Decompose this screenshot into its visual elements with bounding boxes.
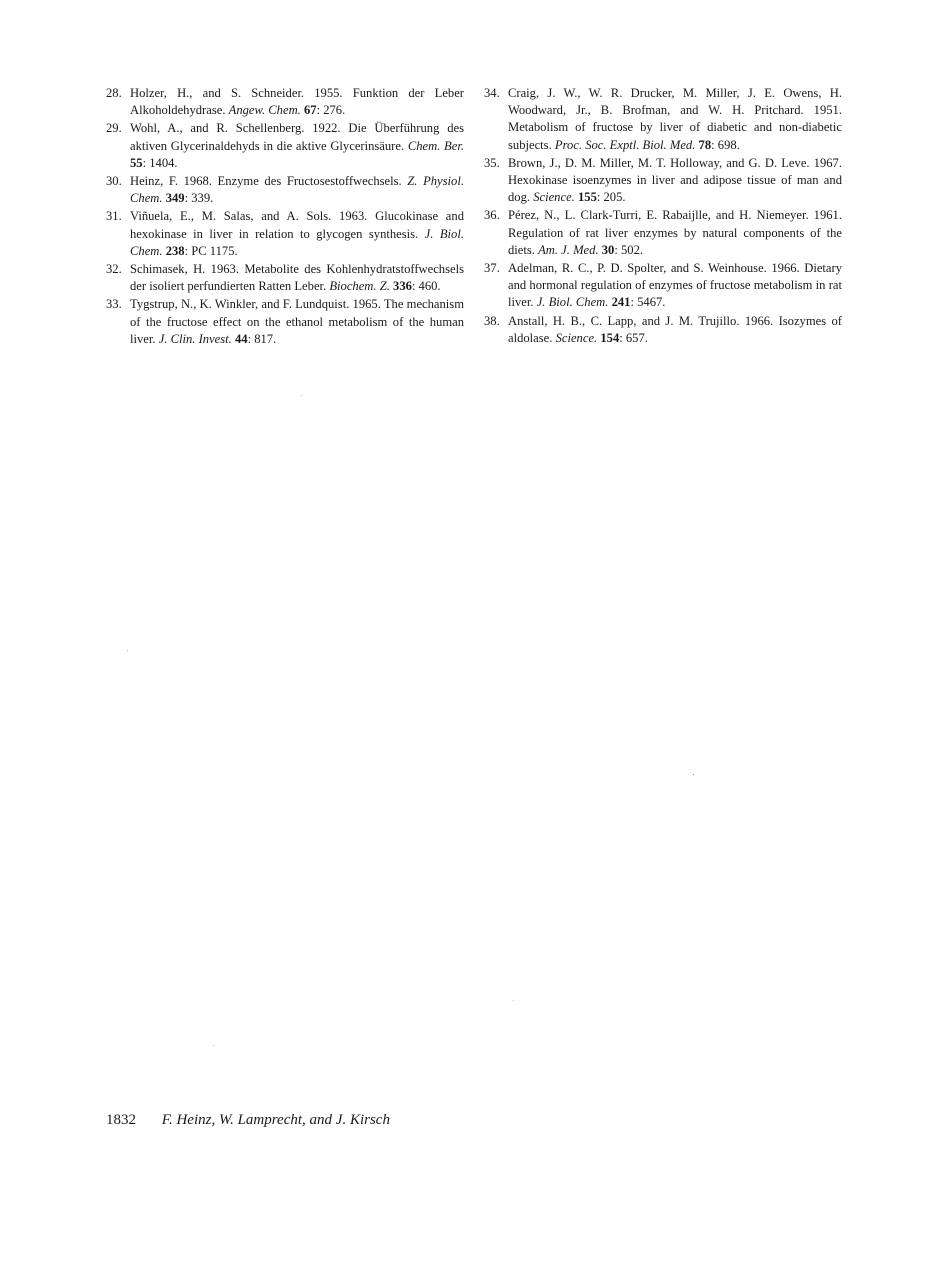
reference-text: Tygstrup, N., K. Winkler, and F. Lundquist. 1965. The mechanism of the fructose effect on the ethanol metabolism of the human liver. [130, 297, 464, 346]
reference-text: Holzer, H., and S. Schneider. 1955. Funktion der Leber Alkoholdehydrase. [130, 86, 464, 118]
reference-volume: 241 [611, 295, 631, 310]
reference-28 [106, 85, 464, 119]
reference-volume: 238 [165, 243, 185, 258]
reference-38 [484, 313, 842, 347]
reference-journal: Science. [555, 330, 598, 345]
scan-speck [213, 1045, 214, 1046]
reference-text: Schimasek, H. 1963. Metabolite des Kohlenhydratstoffwechsels der isoliert perfundierten Ratten Leber. [130, 262, 464, 294]
reference-number: 38. [484, 313, 500, 328]
reference-journal: Z. Physiol. Chem. [130, 174, 464, 206]
reference-text: Anstall, H. B., C. Lapp, and J. M. Trujillo. 1966. Isozymes of aldolase. [508, 313, 842, 345]
reference-journal: Am. J. Med. [538, 242, 599, 257]
reference-pages: : 276. [316, 103, 346, 118]
reference-journal: Science. [533, 190, 575, 205]
reference-number: 33. [106, 297, 122, 312]
reference-text: Adelman, R. C., P. D. Spolter, and S. Weinhouse. 1966. Dietary and hormonal regulation of enzymes of fructose metabolism in rat liver. [508, 261, 842, 310]
page-footer [106, 1112, 390, 1129]
reference-text: Craig, J. W., W. R. Drucker, M. Miller, J. E. Owens, H. Woodward, Jr., B. Brofman, and W. H. Pritchard. 1951. Metabolism of fructose by liver of diabetic and non-diabetic subjects. [508, 86, 842, 152]
scan-speck [127, 650, 128, 651]
references-right-column [484, 85, 842, 348]
reference-journal: J. Biol. Chem. [130, 226, 464, 258]
reference-volume: 44 [234, 331, 248, 346]
references-left-column [106, 85, 464, 349]
reference-journal: Chem. Ber. [407, 138, 464, 153]
reference-36 [484, 207, 842, 259]
reference-32 [106, 261, 464, 295]
reference-journal: Biochem. Z. [329, 279, 390, 294]
reference-37 [484, 260, 842, 312]
reference-pages: : 817. [247, 331, 277, 346]
page-number: 1832 [106, 1112, 136, 1128]
reference-number: 36. [484, 208, 500, 223]
reference-pages: : 460. [411, 279, 441, 294]
reference-number: 35. [484, 155, 500, 170]
reference-33 [106, 296, 464, 348]
reference-volume: 336 [393, 279, 412, 294]
reference-volume: 55 [130, 155, 143, 170]
scan-speck [301, 395, 302, 396]
reference-text: Wohl, A., and R. Schellenberg. 1922. Die Überführung des aktiven Glycerinaldehyds in die aktive Glycerinsäure. [130, 121, 464, 153]
reference-volume: 349 [165, 191, 185, 206]
scan-speck [513, 1000, 514, 1001]
reference-volume: 155 [577, 190, 597, 205]
reference-number: 30. [106, 174, 122, 189]
reference-number: 34. [484, 86, 500, 100]
scan-speck [693, 774, 694, 775]
reference-31 [106, 208, 464, 260]
reference-pages: : 5467. [630, 295, 666, 310]
reference-number: 31. [106, 209, 122, 224]
reference-pages: : 657. [619, 330, 648, 345]
reference-volume: 154 [600, 330, 620, 345]
reference-number: 28. [106, 86, 122, 100]
reference-text: Viñuela, E., M. Salas, and A. Sols. 1963. Glucokinase and hexokinase in liver in relation to glycogen synthesis. [130, 209, 464, 241]
reference-34 [484, 85, 842, 154]
reference-pages: : 205. [596, 190, 626, 205]
reference-30 [106, 173, 464, 207]
running-authors: F. Heinz, W. Lamprecht, and J. Kirsch [161, 1112, 390, 1128]
reference-journal: Angew. Chem. [228, 103, 301, 118]
reference-volume: 67 [303, 103, 317, 118]
reference-volume: 30 [601, 242, 615, 257]
reference-journal: J. Clin. Invest. [158, 331, 232, 346]
reference-volume: 78 [698, 137, 712, 152]
reference-pages: : 502. [614, 242, 644, 257]
reference-number: 29. [106, 121, 122, 136]
reference-journal: Proc. Soc. Exptl. Biol. Med. [554, 137, 696, 152]
reference-29 [106, 120, 464, 172]
reference-journal: J. Biol. Chem. [536, 295, 609, 310]
reference-pages: : 698. [711, 137, 740, 152]
reference-35 [484, 155, 842, 207]
reference-number: 37. [484, 261, 500, 276]
reference-pages: : PC 1175. [184, 243, 238, 258]
reference-pages: : 339. [184, 191, 214, 206]
reference-pages: : 1404. [142, 155, 178, 170]
reference-text: Brown, J., D. M. Miller, M. T. Holloway, and G. D. Leve. 1967. Hexokinase isoenzymes in liver and adipose tissue of man and dog. [508, 155, 842, 205]
reference-text: Pérez, N., L. Clark-Turri, E. Rabaijlle, and H. Niemeyer. 1961. Regulation of rat liver enzymes by natural components of the diets. [508, 208, 842, 257]
reference-number: 32. [106, 262, 122, 277]
reference-text: Heinz, F. 1968. Enzyme des Fructosestoffwechsels. [130, 174, 402, 189]
